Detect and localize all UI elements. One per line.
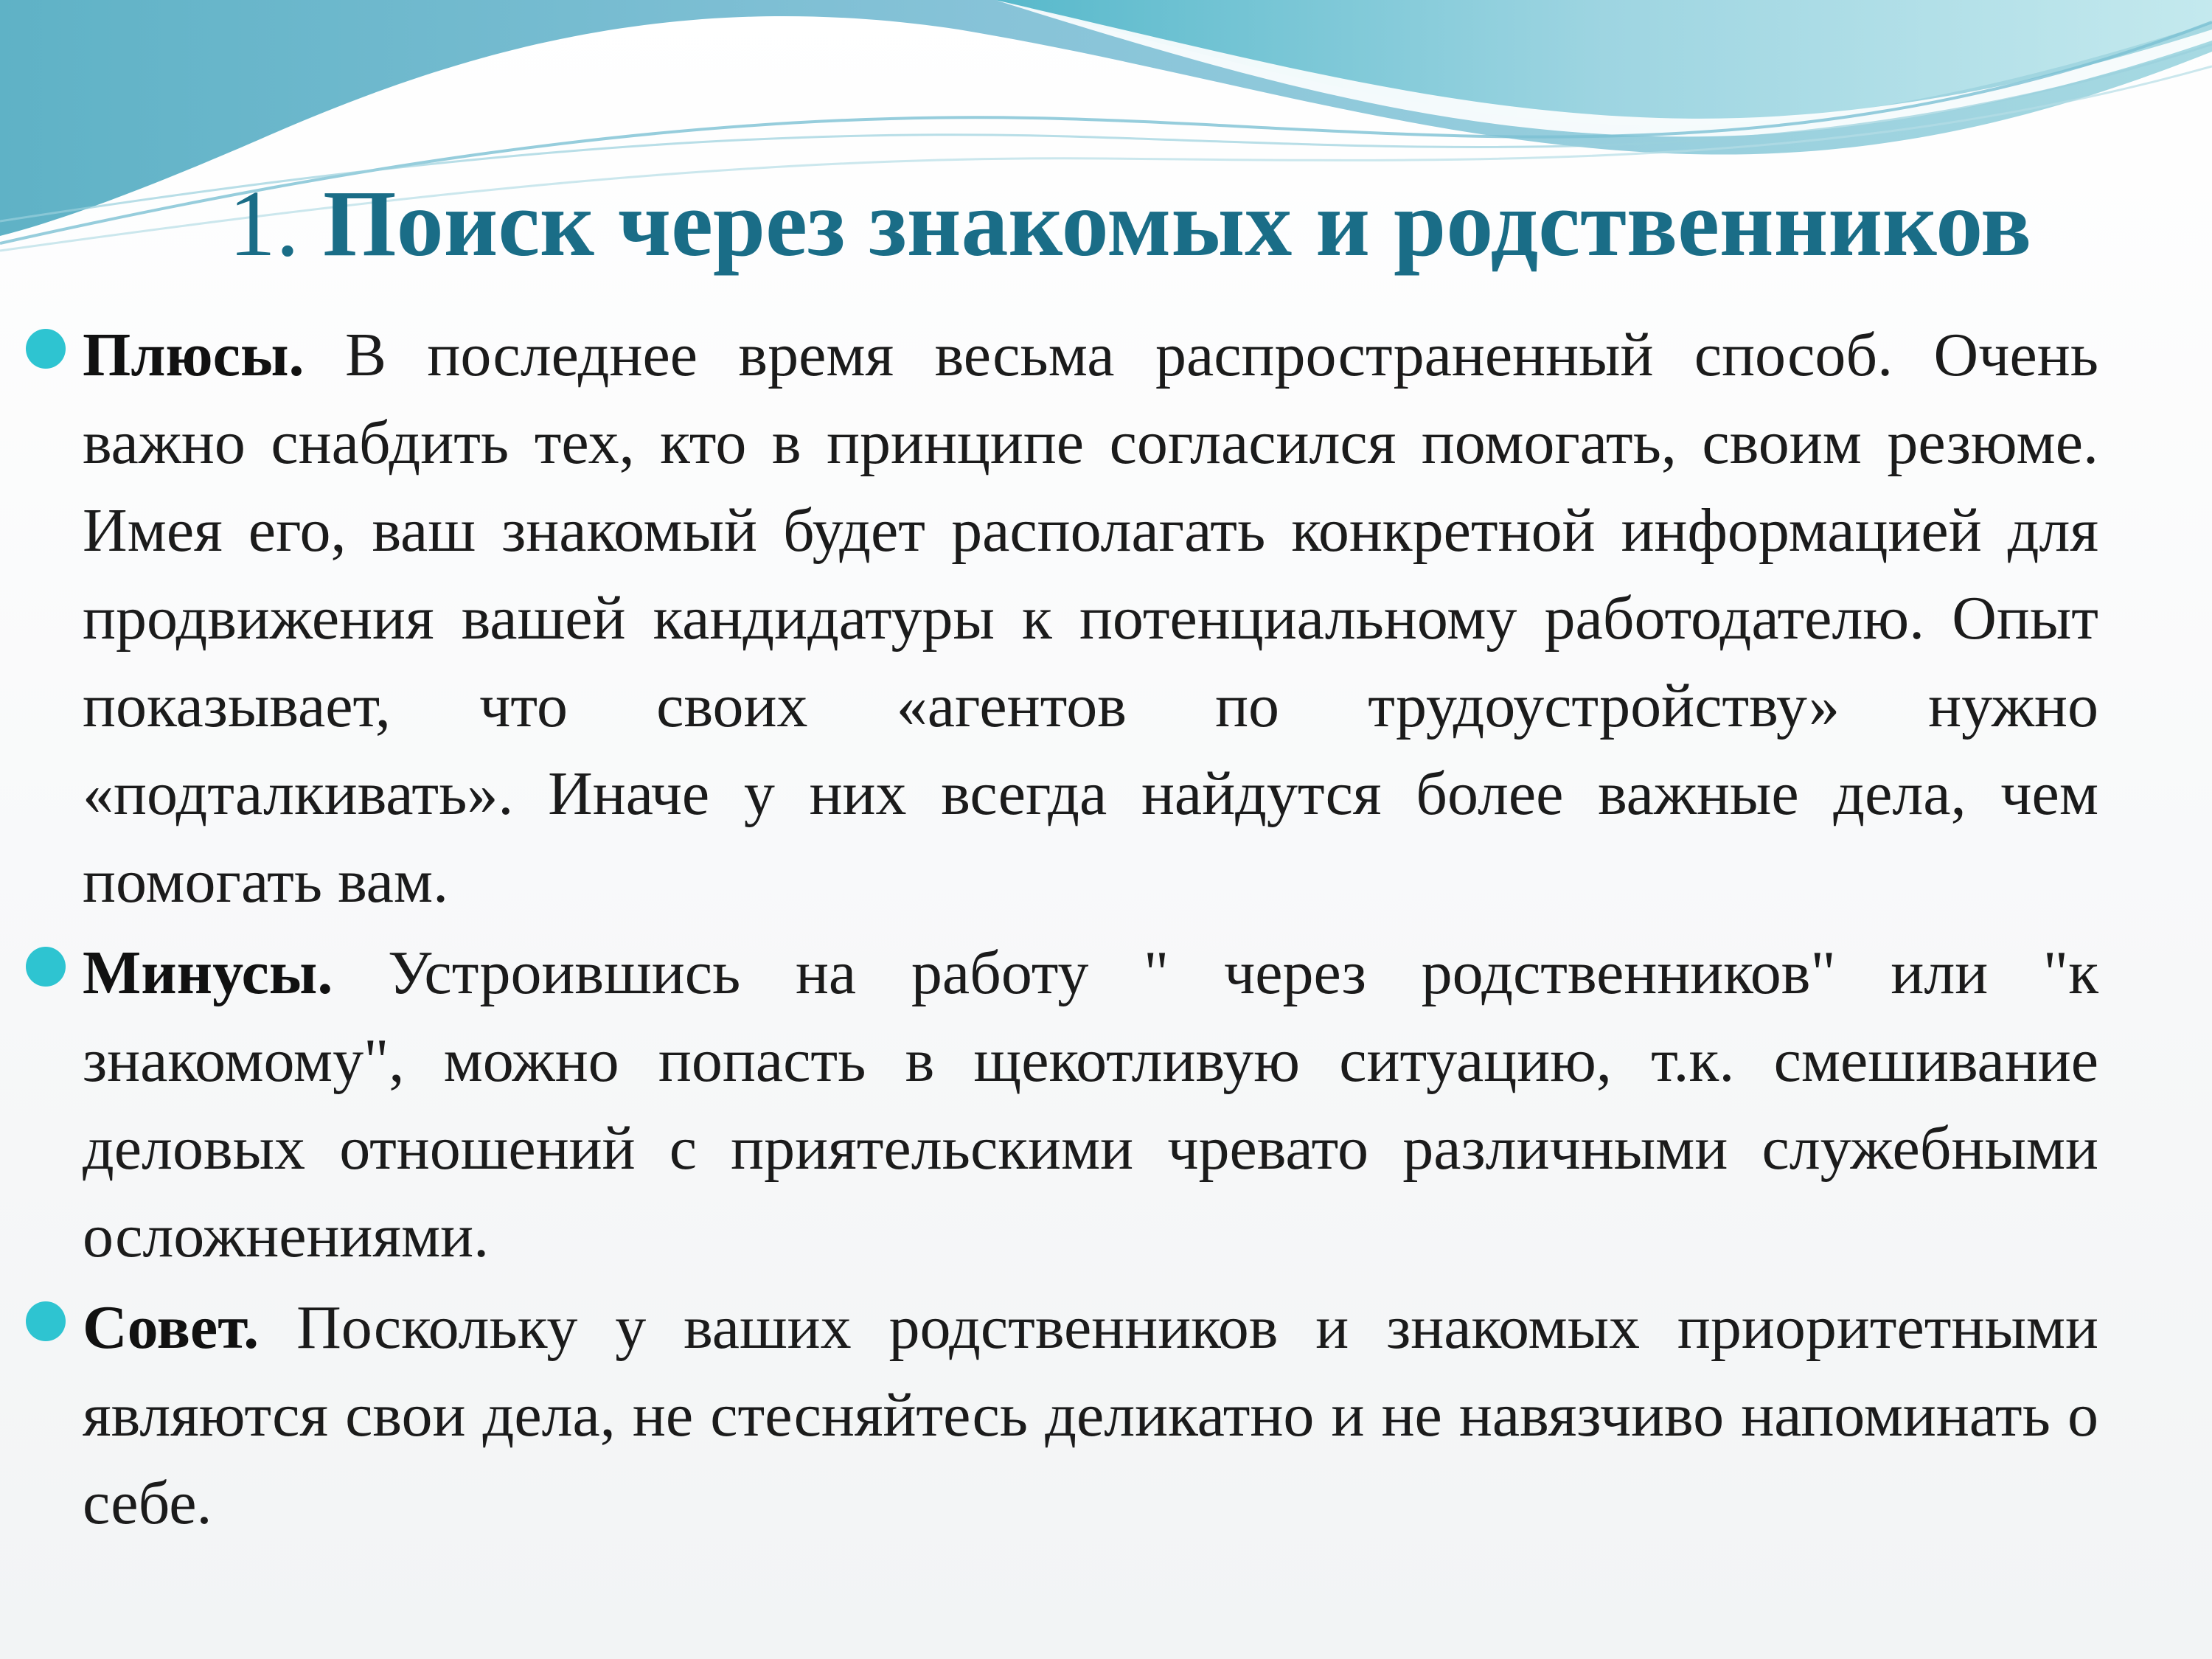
pros-paragraph (83, 311, 2098, 925)
title-number: 1. (229, 171, 299, 276)
cons-paragraph (83, 929, 2098, 1280)
bullet-dot-icon (26, 1301, 66, 1341)
bullet-dot-icon (26, 329, 66, 369)
list-item-cons (83, 929, 2098, 1280)
advice-label: Совет. (83, 1293, 260, 1362)
bullet-list (83, 311, 2098, 1547)
title-text: Поиск через знакомых и родственников (323, 171, 2032, 276)
list-item-advice (83, 1284, 2098, 1547)
slide-title (229, 168, 2116, 279)
advice-text: Поскольку у ваших родственников и знакомых приоритетными являются свои дела, не стесняйтесь деликатно и не навязчиво напоминать о себе. (83, 1293, 2098, 1537)
pros-label: Плюсы. (83, 321, 305, 389)
cons-text: Устроившись на работу " через родственников" или "к знакомому", можно попасть в щекотливую ситуацию, т.к. смешивание деловых отношений с приятельскими чревато различными служебными осложнениями. (83, 939, 2098, 1270)
pros-text: В последнее время весьма распространенный способ. Очень важно снабдить тех, кто в принципе согласился помогать, своим резюме. Имея его, ваш знакомый будет располагать конкретной информацией для продвижения вашей кандидатуры к потенциальному работодателю. Опыт показывает, что своих «агентов по трудоустройству» нужно «подталкивать». Иначе у них всегда найдутся более важные дела, чем помогать вам. (83, 321, 2099, 916)
list-item-pros (83, 311, 2098, 925)
bullet-dot-icon (26, 947, 66, 987)
cons-label: Минусы. (83, 939, 333, 1007)
advice-paragraph (83, 1284, 2098, 1547)
